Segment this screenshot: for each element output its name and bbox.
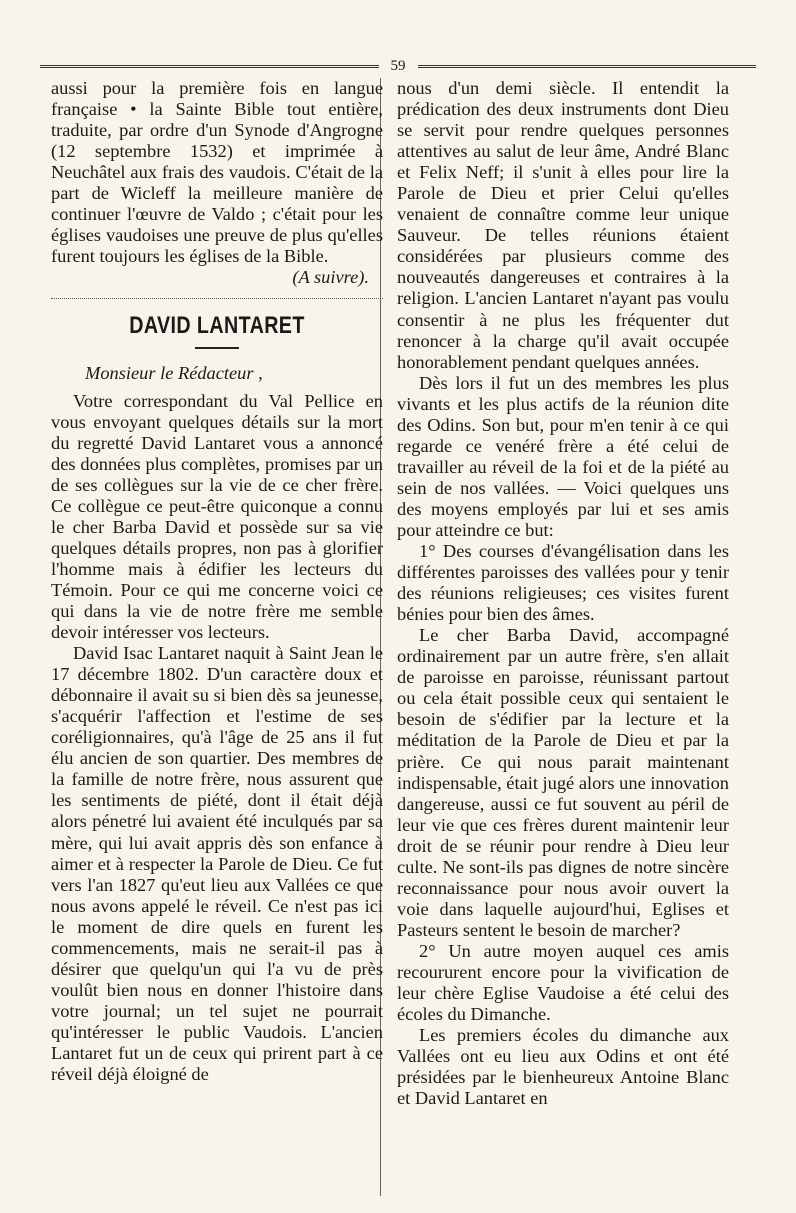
left-paragraph-2: David Isac Lantaret naquit à Saint Jean le 17 décembre 1802. D'un caractère doux et débonnaire il avait su si bien dès sa jeunesse, s'acquérir l'affection et l'estime de ses coréligionnaires, qu'à l'âge de 25 ans il fut élu ancien de son quartier. Des membres de la famille de notre frère, nous assurent que les sentiments de piété, dont il était déjà alors pénetré lui avaient été inculqués par sa mère, qui lui avait appris dès son enfance à aimer et à respecter la Parole de Dieu. Ce fut vers l'an 1827 qu'eut lieu aux Vallées ce que nous avons appelé le réveil. Ce n'est pas ici le moment de dire quels en furent les commencements, mais ne serait-il pas à désirer que quelqu'un qui l'a vu de près voulût bien nous en donner l'histoire dans votre journal; un tel sujet ne pourrait qu'intéresser le public Vaudois. L'ancien Lantaret fut un de ceux qui prirent part à ce réveil déjà éloigné de	[51, 643, 383, 1085]
right-paragraph-6: Les premiers écoles du dimanche aux Vallées ont eu lieu aux Odins et ont été présidées par le bienheureux Antoine Blanc et David Lantaret en	[397, 1025, 729, 1109]
page-header	[40, 55, 756, 77]
right-column	[397, 78, 729, 1109]
to-be-continued: (A suivre).	[292, 267, 369, 288]
page-number: 59	[390, 57, 406, 74]
header-rule-left	[40, 65, 379, 68]
right-paragraph-1: nous d'un demi siècle. Il entendit la prédication des deux instruments dont Dieu se servit pour rendre quelques personnes attentives au salut de leur âme, André Blanc et Felix Neff; il s'unit à elles pour lire la Parole de Dieu et prier Celui qu'elles venaient de connaître comme leur unique Sauveur. De telles réunions étaient considérées par plusieurs comme des nouveautés dangereuses et contraires à la religion. L'ancien Lantaret n'ayant pas voulu consentir à ne plus les fréquenter dut renoncer à la charge qu'il avait occupée honorablement pendant quelques années.	[397, 78, 729, 372]
intro-paragraph: aussi pour la première fois en langue française • la Sainte Bible tout entière, traduite, par ordre d'un Synode d'Angrogne (12 septembre 1532) et imprimée à Neuchâtel aux frais des vaudois. C'était de la part de Wicleff la meilleure manière de continuer l'œuvre de Valdo ; c'était pour les églises vaudoises une preuve de plus qu'elles furent toujours les églises de la Bible.	[51, 78, 383, 267]
salutation: Monsieur le Rédacteur ,	[85, 363, 263, 384]
right-paragraph-4: Le cher Barba David, accompagné ordinairement par un autre frère, s'en allait de paroisse en paroisse, réunissant partout ou cela était possible ceux qui sentaient le besoin de s'édifier par la lecture et la méditation de la Parole de Dieu et par la prière. Ce qui nous parait maintenant indispensable, était jugé alors une innovation dangereuse, aussi ce fut souvent au péril de leur vie que ces frères durent maintenir leur droit de se réunir pour rendre à Dieu leur culte. Ne sont-ils pas dignes de notre sincère reconnaissance pour nous avoir ouvert la voie dans laquelle aujourd'hui, Eglises et Pasteurs sentent le besoin de marcher?	[397, 625, 729, 940]
section-separator	[51, 298, 383, 299]
right-paragraph-3: 1° Des courses d'évangélisation dans les différentes paroisses des vallées pour y tenir des réunions religieuses; ces visites furent bénies pour bien des âmes.	[397, 541, 729, 625]
left-column	[51, 78, 383, 1085]
header-rule-right	[418, 65, 757, 68]
right-paragraph-2: Dès lors il fut un des membres les plus vivants et les plus actifs de la réunion dite des Odins. Son but, pour m'en tenir à ce qui regarde ce venéré frère a été celui de travailler au réveil de la foi et de la piété au sein de nos vallées. — Voici quelques uns des moyens employés par lui et ses amis pour atteindre ce but:	[397, 372, 729, 540]
title-rule	[195, 347, 239, 349]
left-paragraph-1: Votre correspondant du Val Pellice en vous envoyant quelques détails sur la mort du regretté David Lantaret vous a annoncé des données plus complètes, promises par un de ses collègues sur la vie de ce cher frère. Ce collègue ce peut-être quiconque a connu le cher Barba David et possède sur sa vie quelques détails propres, non pas à glorifier l'homme mais à édifier les lecteurs du Témoin. Pour ce qui me concerne voici ce qui dans la vie de notre frère me semble devoir intéresser vos lecteurs.	[51, 390, 383, 643]
article-title: DAVID LANTARET	[129, 312, 305, 340]
right-paragraph-5: 2° Un autre moyen auquel ces amis recoururent encore pour la vivification de leur chère Eglise Vaudoise a été celui des écoles du Dimanche.	[397, 940, 729, 1025]
